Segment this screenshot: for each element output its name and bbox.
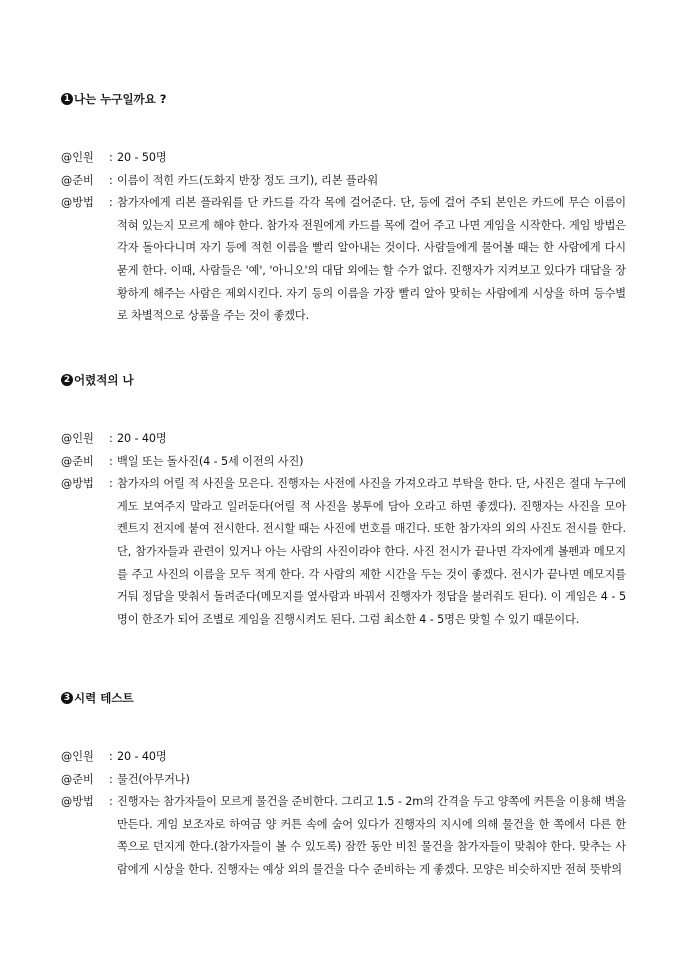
info-colon: : bbox=[109, 454, 113, 468]
info-label: @준비 bbox=[61, 772, 94, 786]
section-heading bbox=[61, 688, 626, 708]
section-vision-test bbox=[61, 688, 626, 882]
info-label: @인원 bbox=[61, 432, 94, 445]
circled-number-icon: 2 bbox=[61, 374, 73, 386]
circled-number-icon: 1 bbox=[61, 93, 73, 105]
info-value: 물건(아무거나) bbox=[117, 772, 190, 786]
info-label: @인원 bbox=[61, 151, 94, 164]
info-row-prep bbox=[61, 769, 626, 792]
info-colon: : bbox=[109, 196, 113, 210]
info-row-method bbox=[61, 473, 626, 631]
info-colon: : bbox=[109, 795, 113, 809]
section-info bbox=[61, 428, 626, 631]
section-title: 시력 테스트 bbox=[74, 691, 134, 705]
info-colon: : bbox=[109, 432, 113, 445]
info-label: @준비 bbox=[61, 454, 94, 468]
info-row-people bbox=[61, 746, 626, 769]
info-colon: : bbox=[109, 151, 113, 164]
section-title: 나는 누구일까요 ? bbox=[74, 92, 167, 106]
info-value: 참가자의 어릴 적 사진을 모은다. 진행자는 사전에 사진을 가져오라고 부탁을 한다. 단, 사진은 절대 누구에게도 보여주지 말라고 일러둔다(어릴 적 사진을 봉투에 담아 오라고 하면 좋겠다). 진행자는 사진을 모아 켄트지 전지에 붙여 전시한다. 전시할 때는 사진에 번호를 매긴다. 또한 참가자의 외의 사진도 전시를 한다. 단, 참가자들과 관련이 있거나 아는 사람의 사진이라야 한다. 사진 전시가 끝나면 각자에게 볼펜과 메모지를 주고 사진의 이름을 모두 적게 한다. 각 사람의 제한 시간을 두는 것이 좋겠다. 전시가 끝나면 메모지를 거둬 정답을 맞춰서 돌려준다(메모지를 옆사람과 바꿔서 진행자가 정답을 불러줘도 된다). 이 게임은 4 - 5명이 한조가 되어 조별로 게임을 진행시켜도 된다. 그럼 최소한 4 - 5명은 맞힐 수 있기 때문이다. bbox=[117, 477, 626, 626]
info-value: 진행자는 참가자들이 모르게 물건을 준비한다. 그리고 1.5 - 2m의 간격을 두고 양쪽에 커튼을 이용해 벽을 만든다. 게임 보조자로 하여금 양 커튼 속에 숨어 있다가 진행자의 지시에 의해 물건을 한 쪽에서 다른 한 쪽으로 던지게 한다.(참가자들이 볼 수 있도록) 잠깐 동안 비친 물건을 참가자들이 맞춰야 한다. 맞추는 사람에게 시상을 한다. 진행자는 예상 외의 물건을 다수 준비하는 게 좋겠다. 모양은 비슷하지만 전혀 뜻밖의 bbox=[117, 795, 626, 876]
info-colon: : bbox=[109, 772, 113, 786]
info-value: 백일 또는 돌사진(4 - 5세 이전의 사진) bbox=[117, 454, 304, 468]
section-who-am-i bbox=[61, 89, 626, 328]
info-value: 20 - 40명 bbox=[117, 750, 167, 763]
info-row-people bbox=[61, 147, 626, 170]
section-childhood bbox=[61, 370, 626, 631]
info-label: @방법 bbox=[61, 477, 94, 491]
info-value: 20 - 50명 bbox=[117, 151, 167, 164]
info-value: 이름이 적힌 카드(도화지 반장 정도 크기), 리본 플라워 bbox=[117, 173, 379, 187]
info-row-prep bbox=[61, 451, 626, 474]
info-colon: : bbox=[109, 750, 113, 763]
info-row-people bbox=[61, 428, 626, 451]
section-info bbox=[61, 147, 626, 328]
info-value: 20 - 40명 bbox=[117, 432, 167, 445]
info-colon: : bbox=[109, 173, 113, 187]
info-colon: : bbox=[109, 477, 113, 491]
info-label: @방법 bbox=[61, 795, 94, 809]
info-row-method bbox=[61, 192, 626, 328]
section-heading bbox=[61, 89, 626, 109]
info-row-prep bbox=[61, 170, 626, 193]
section-heading bbox=[61, 370, 626, 390]
info-label: @인원 bbox=[61, 750, 94, 763]
info-label: @방법 bbox=[61, 196, 94, 210]
circled-number-icon: 3 bbox=[61, 692, 73, 704]
info-value: 참가자에게 리본 플라워를 단 카드를 각각 목에 걸어준다. 단, 등에 걸어 주되 본인은 카드에 무슨 이름이 적혀 있는지 모르게 해야 한다. 참가자 전원에게 카드를 목에 걸어 주고 나면 게임을 시작한다. 게임 방법은 각자 돌아다니며 자기 등에 적힌 이름을 빨리 알아내는 것이다. 사람들에게 물어볼 때는 한 사람에게 다시 묻게 한다. 이때, 사람들은 '예', '아니오'의 대답 외에는 할 수가 없다. 진행자가 지켜보고 있다가 대답을 장황하게 해주는 사람은 제외시킨다. 자기 등의 이름을 가장 빨리 알아 맞히는 사람에게 시상을 하며 등수별로 차별적으로 상품을 주는 것이 좋겠다. bbox=[117, 196, 626, 323]
section-info bbox=[61, 746, 626, 882]
info-row-method bbox=[61, 791, 626, 881]
info-label: @준비 bbox=[61, 173, 94, 187]
section-title: 어렸적의 나 bbox=[74, 373, 134, 387]
